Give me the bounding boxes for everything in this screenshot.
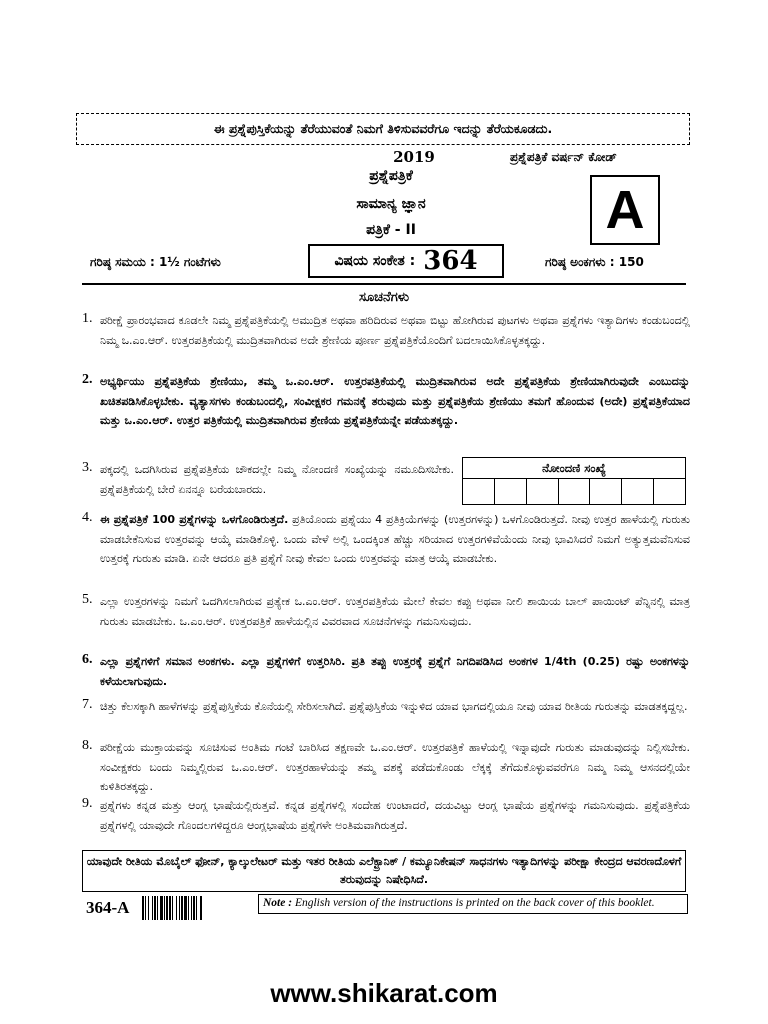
series-letter: A [605,180,645,240]
english-note [258,894,688,914]
instruction-text: ಪಕ್ಕದಲ್ಲಿ ಒದಗಿಸಿರುವ ಪ್ರಶ್ನೆಪತ್ರಿಕೆಯ ಚೌಕದಲ್ಲೇ ನಿಮ್ಮ ನೋಂದಣಿ ಸಂಖ್ಯೆಯನ್ನು ನಮೂದಿಸಬೇಕು. ಪ್ರಶ್ನೆಪತ್ರಿಕೆಯಲ್ಲಿ ಬೇರೆ ಏನನ್ನೂ ಬರೆಯಬಾರದು. [100,463,454,496]
registration-cell[interactable] [527,479,559,505]
instruction-item-4 [82,510,690,569]
warning-text: ಯಾವುದೇ ರೀತಿಯ ಮೊಬೈಲ್ ಫೋನ್, ಕ್ಯಾಲ್ಕುಲೇಟರ್ ಮತ್ತು ಇತರ ರೀತಿಯ ಎಲೆಕ್ಟ್ರಾನಿಕ್ / ಕಮ್ಯೂನಿಕೇಷನ್ ಸಾಧನಗಳು ಇತ್ಯಾದಿಗಳನ್ನು ಪರೀಕ್ಷಾ ಕೇಂದ್ರದ ಆವರಣದೊಳಗೆ ತರುವುದನ್ನು ನಿಷೇಧಿಸಿದೆ. [86,855,682,886]
barcode-image [142,896,254,920]
exam-year: 2019 [393,148,435,166]
banner-text: ಈ ಪ್ರಶ್ನೆಪುಸ್ತಿಕೆಯನ್ನು ತೆರೆಯುವಂತೆ ನಿಮಗೆ ತಿಳಿಸುವವರೆಗೂ ಇದನ್ನು ತೆರೆಯಕೂಡದು. [213,121,553,136]
note-text: English version of the instructions is printed on the back cover of this booklet. [292,897,655,909]
instruction-text: ಅಭ್ಯರ್ಥಿಯು ಪ್ರಶ್ನೆಪತ್ರಿಕೆಯ ಶ್ರೇಣಿಯು, ತಮ್ಮ ಒ.ಎಂ.ಆರ್. ಉತ್ತರಪತ್ರಿಕೆಯಲ್ಲಿ ಮುದ್ರಿತವಾಗಿರುವ ಅದೇ ಪ್ರಶ್ನೆಪತ್ರಿಕೆಯ ಶ್ರೇಣಿಯಾಗಿರುವುದೇ ಎಂಬುದನ್ನು ಖಚಿತಪಡಿಸಿಕೊಳ್ಳಬೇಕು. ವ್ಯತ್ಯಾಸಗಳು ಕಂಡುಬಂದಲ್ಲಿ, ಸಂವೀಕ್ಷಕರ ಗಮನಕ್ಕೆ ತರುವುದು ಮತ್ತು ಪ್ರಶ್ನೆಪತ್ರಿಕೆಯ ಶ್ರೇಣಿಯು ತಮಗೆ ಹೊಂದುವ (ಅದೇ) ಪ್ರಶ್ನೆಪತ್ರಿಕೆಯಾದ ಮತ್ತು ಒ.ಎಂ.ಆರ್. ಉತ್ತರ ಪತ್ರಿಕೆಯಲ್ಲಿ ಮುದ್ರಿತವಾಗಿರುವ ಶ್ರೇಣಿಯ ಪ್ರಶ್ನೆಪತ್ರಿಕೆಯನ್ನೇ ಪಡೆಯತಕ್ಕದ್ದು. [100,375,690,427]
instruction-item-2 [82,372,690,431]
instruction-number: 9. [82,796,93,811]
device-prohibition-notice [82,850,686,892]
note-label: Note : [263,897,293,909]
instruction-item-8 [82,738,690,797]
instruction-item-1 [82,311,690,350]
instruction-item-7 [82,697,690,717]
instruction-number: 2. [82,372,93,387]
instruction-text [100,510,690,569]
subject-heading: ಸಾಮಾನ್ಯ ಜ್ಞಾನ [356,196,426,212]
doc-type-heading: ಪ್ರಶ್ನೆಪತ್ರಿಕೆ [369,168,413,184]
registration-box-title: ನೋಂದಣಿ ಸಂಖ್ಯೆ [463,458,685,479]
instruction-text: ಪರೀಕ್ಷೆ ಪ್ರಾರಂಭವಾದ ಕೂಡಲೇ ನಿಮ್ಮ ಪ್ರಶ್ನೆಪತ್ರಿಕೆಯಲ್ಲಿ ಅಮುದ್ರಿತ ಅಥವಾ ಹರಿದಿರುವ ಅಥವಾ ಬಿಟ್ಟು ಹೋಗಿರುವ ಪುಟಗಳು ಅಥವಾ ಪ್ರಶ್ನೆಗಳು ಇತ್ಯಾದಿಗಳು ಕಂಡುಬಂದಲ್ಲಿ ನಿಮ್ಮ ಒ.ಎಂ.ಆರ್. ಉತ್ತರಪತ್ರಿಕೆಯಲ್ಲಿ ಮುದ್ರಿತವಾಗಿರುವ ಅದೇ ಶ್ರೇಣಿಯ ಪೂರ್ಣ ಪ್ರಶ್ನೆಪತ್ರಿಕೆಯೊಂದಿಗೆ ಬದಲಾಯಿಸಿಕೊಳ್ಳತಕ್ಕದ್ದು. [100,314,690,347]
instruction-text: ಪರೀಕ್ಷೆಯ ಮುಕ್ತಾಯವನ್ನು ಸೂಚಿಸುವ ಅಂತಿಮ ಗಂಟೆ ಬಾರಿಸಿದ ತಕ್ಷಣವೇ ಒ.ಎಂ.ಆರ್. ಉತ್ತರಪತ್ರಿಕೆ ಹಾಳೆಯಲ್ಲಿ ಇನ್ನಾವುದೇ ಗುರುತು ಮಾಡುವುದನ್ನು ನಿಲ್ಲಿಸಬೇಕು. ಸಂವೀಕ್ಷಕರು ಬಂದು ನಿಮ್ಮಲ್ಲಿರುವ ಒ.ಎಂ.ಆರ್. ಉತ್ತರಹಾಳೆಯನ್ನು ತಮ್ಮ ವಶಕ್ಕೆ ಪಡೆದುಕೊಂಡು ಲೆಕ್ಕಕ್ಕೆ ತೆಗೆದುಕೊಳ್ಳುವವರೆಗೂ ನಿಮ್ಮ ನಿಮ್ಮ ಆಸನದಲ್ಲಿಯೇ ಕುಳಿತಿರತಕ್ಕದ್ದು. [100,741,690,793]
instruction-item-5 [82,592,690,631]
subject-code-box [308,244,504,278]
instructions-title: ಸೂಚನೆಗಳು [358,290,410,305]
do-not-open-banner [76,113,690,145]
instruction-text: ಎಲ್ಲಾ ಉತ್ತರಗಳನ್ನು ನಿಮಗೆ ಒದಗಿಸಲಾಗಿರುವ ಪ್ರತ್ಯೇಕ ಒ.ಎಂ.ಆರ್. ಉತ್ತರಪತ್ರಿಕೆಯ ಮೇಲೆ ಕೇವಲ ಕಪ್ಪು ಅಥವಾ ನೀಲಿ ಶಾಯಿಯ ಬಾಲ್ ಪಾಯಿಂಟ್ ಪೆನ್ನಿನಲ್ಲಿ ಮಾತ್ರ ಗುರುತು ಮಾಡಬೇಕು. ಒ.ಎಂ.ಆರ್. ಉತ್ತರಪತ್ರಿಕೆ ಹಾಳೆಯಲ್ಲಿನ ವಿವರವಾದ ಸೂಚನೆಗಳನ್ನು ಗಮನಿಸುವುದು. [100,595,690,628]
instruction-number: 6. [82,652,93,667]
registration-cell[interactable] [495,479,527,505]
instruction-item-9 [82,796,690,835]
max-marks: ಗರಿಷ್ಠ ಅಂಕಗಳು : 150 [545,255,644,269]
version-code-label: ಪ್ರಶ್ನೆಪತ್ರಿಕೆ ವರ್ಷನ್ ಕೋಡ್ [510,150,617,164]
booklet-code: 364-A [86,898,130,917]
instruction-number: 4. [82,510,93,525]
instruction-text: ಪ್ರಶ್ನೆಗಳು ಕನ್ನಡ ಮತ್ತು ಆಂಗ್ಲ ಭಾಷೆಯಲ್ಲಿರುತ್ತವೆ. ಕನ್ನಡ ಪ್ರಶ್ನೆಗಳಲ್ಲಿ ಸಂದೇಹ ಉಂಟಾದರೆ, ದಯವಿಟ್ಟು ಆಂಗ್ಲ ಭಾಷೆಯ ಪ್ರಶ್ನೆಗಳನ್ನು ಗಮನಿಸುವುದು. ಪ್ರಶ್ನೆಪತ್ರಿಕೆಯ ಪ್ರಶ್ನೆಗಳಲ್ಲಿ ಯಾವುದೇ ಗೊಂದಲಗಳಿದ್ದರೂ ಆಂಗ್ಲಭಾಷೆಯ ಪ್ರಶ್ನೆಗಳೇ ಅಂತಿಮವಾಗಿರುತ್ತದೆ. [100,799,690,832]
registration-number-box [462,457,686,505]
subject-code-value: 364 [423,246,478,276]
instruction-lead: ಈ ಪ್ರಶ್ನೆಪತ್ರಿಕೆ 100 ಪ್ರಶ್ನೆಗಳನ್ನು ಒಳಗೊಂಡಿರುತ್ತದೆ. [100,513,289,526]
paper-heading: ಪತ್ರಿಕೆ - II [366,222,416,238]
instruction-number: 1. [82,311,93,326]
subject-code-label: ವಿಷಯ ಸಂಕೇತ : [334,253,416,269]
header-divider [82,283,686,285]
registration-cell[interactable] [463,479,495,505]
registration-cell[interactable] [654,479,685,505]
max-duration: ಗರಿಷ್ಠ ಸಮಯ : 1½ ಗಂಟೆಗಳು [90,255,221,269]
registration-cell[interactable] [622,479,654,505]
instruction-number: 8. [82,738,93,753]
instruction-number: 3. [82,460,93,475]
registration-cell[interactable] [590,479,622,505]
registration-cell[interactable] [559,479,591,505]
instruction-text: ಚಿತ್ತು ಕೆಲಸಕ್ಕಾಗಿ ಹಾಳೆಗಳನ್ನು ಪ್ರಶ್ನೆಪುಸ್ತಿಕೆಯ ಕೊನೆಯಲ್ಲಿ ಸೇರಿಸಲಾಗಿದೆ. ಪ್ರಶ್ನೆಪುಸ್ತಿಕೆಯ ಇನ್ನುಳಿದ ಯಾವ ಭಾಗದಲ್ಲಿಯೂ ನೀವು ಯಾವ ರೀತಿಯ ಗುರುತನ್ನು ಮಾಡತಕ್ಕದ್ದಲ್ಲ. [100,700,688,713]
instruction-body: ಪ್ರತಿಯೊಂದು ಪ್ರಶ್ನೆಯು 4 ಪ್ರತಿಕ್ರಿಯೆಗಳನ್ನು (ಉತ್ತರಗಳನ್ನು) ಒಳಗೊಂಡಿರುತ್ತದೆ. ನೀವು ಉತ್ತರ ಹಾಳೆಯಲ್ಲಿ ಗುರುತು ಮಾಡಬೇಕೆನಿಸುವ ಉತ್ತರವನ್ನು ಆಯ್ಕೆ ಮಾಡಿಕೊಳ್ಳಿ. ಒಂದು ವೇಳೆ ಅಲ್ಲಿ ಒಂದಕ್ಕಿಂತ ಹೆಚ್ಚು ಸರಿಯಾದ ಉತ್ತರಗಳಿವೆಯೆಂದು ನೀವು ಭಾವಿಸಿದರೆ ನಿಮಗೆ ಅತ್ಯುತ್ತಮವೆನಿಸುವ ಉತ್ತರಕ್ಕೆ ಗುರುತು ಮಾಡಿ. ಏನೇ ಆದರೂ ಪ್ರತಿ ಪ್ರಶ್ನೆಗೆ ನೀವು ಕೇವಲ ಒಂದು ಉತ್ತರವನ್ನು ಮಾತ್ರ ಆಯ್ಕೆ ಮಾಡಬೇಕು. [100,513,690,565]
version-series-box [590,175,660,245]
instruction-item-3 [82,460,454,499]
instruction-text: ಎಲ್ಲಾ ಪ್ರಶ್ನೆಗಳಿಗೆ ಸಮಾನ ಅಂಕಗಳು. ಎಲ್ಲಾ ಪ್ರಶ್ನೆಗಳಿಗೆ ಉತ್ತರಿಸಿರಿ. ಪ್ರತಿ ತಪ್ಪು ಉತ್ತರಕ್ಕೆ ಪ್ರಶ್ನೆಗೆ ನಿಗದಿಪಡಿಸಿದ ಅಂಕಗಳ 1/4th (0.25) ರಷ್ಟು ಅಂಕಗಳನ್ನು ಕಳೆಯಲಾಗುವುದು. [100,655,690,688]
instruction-number: 5. [82,592,93,607]
instruction-number: 7. [82,697,93,712]
website-url: www.shikarat.com [270,978,498,1008]
registration-cells [463,479,685,505]
instruction-item-6 [82,652,690,691]
